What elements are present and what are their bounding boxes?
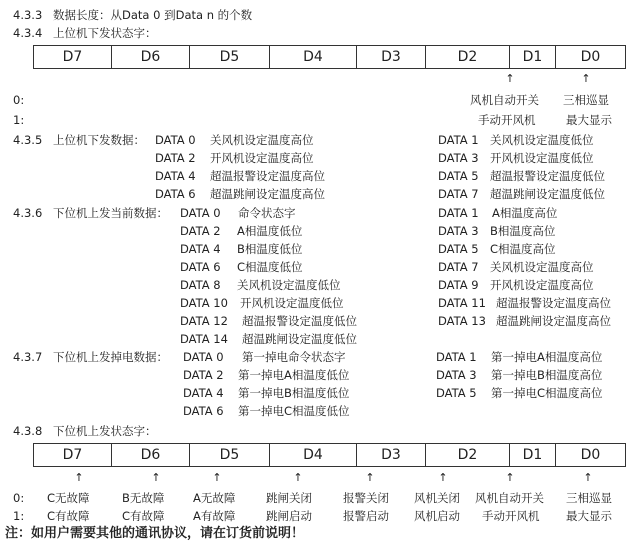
bit-d0-cell: D0 bbox=[556, 444, 626, 467]
upper-status-row1-label: 1: bbox=[13, 113, 25, 127]
data-desc: 第一掉电命令状态字 bbox=[242, 350, 346, 364]
data-desc: A相温度低位 bbox=[237, 224, 303, 238]
lower-d4-state0: 跳闸关闭 bbox=[266, 491, 312, 505]
section-438-title: 下位机上发状态字： bbox=[53, 424, 157, 438]
data-desc: 关风机设定温度高位 bbox=[490, 260, 594, 274]
data-desc: A相温度高位 bbox=[492, 206, 558, 220]
lower-d0-state1: 最大显示 bbox=[566, 509, 612, 523]
data-desc: 关风机设定温度低位 bbox=[237, 278, 341, 292]
data-key: DATA 3 bbox=[438, 151, 479, 165]
data-desc: 第一掉电C相温度高位 bbox=[491, 386, 603, 400]
section-435-title: 上位机下发数据： bbox=[53, 133, 145, 147]
lower-d6-state0: B无故障 bbox=[122, 491, 165, 505]
lower-d3-state0: 报警关闭 bbox=[343, 491, 389, 505]
data-desc: 关风机设定温度高位 bbox=[210, 133, 314, 147]
data-key: DATA 0 bbox=[183, 350, 224, 364]
bit-d4-cell: D4 bbox=[270, 46, 357, 69]
data-key: DATA 2 bbox=[155, 151, 196, 165]
data-key: DATA 3 bbox=[438, 224, 479, 238]
bit-d1-cell: D1 bbox=[510, 444, 556, 467]
bit-d7-cell: D7 bbox=[34, 444, 112, 467]
bit-d2-cell: D2 bbox=[426, 444, 510, 467]
data-key: DATA 13 bbox=[438, 314, 486, 328]
section-437-title: 下位机上发掉电数据： bbox=[53, 350, 168, 364]
data-key: DATA 0 bbox=[155, 133, 196, 147]
section-435-number: 4.3.5 bbox=[13, 133, 43, 147]
data-key: DATA 4 bbox=[183, 386, 224, 400]
lower-d3-arrow-icon: ↑ bbox=[365, 471, 375, 484]
data-key: DATA 6 bbox=[180, 260, 221, 274]
data-desc: 命令状态字 bbox=[238, 206, 296, 220]
data-desc: C相温度高位 bbox=[490, 242, 556, 256]
lower-d5-state1: A有故障 bbox=[193, 509, 236, 523]
data-key: DATA 5 bbox=[436, 386, 477, 400]
lower-d1-state1: 手动开风机 bbox=[482, 509, 540, 523]
data-key: DATA 9 bbox=[438, 278, 479, 292]
data-key: DATA 5 bbox=[438, 242, 479, 256]
lower-d2-state1: 风机启动 bbox=[414, 509, 460, 523]
lower-d7-arrow-icon: ↑ bbox=[74, 471, 84, 484]
data-key: DATA 10 bbox=[180, 296, 228, 310]
lower-status-row0-label: 0: bbox=[13, 491, 25, 505]
data-desc: 开风机设定温度低位 bbox=[490, 151, 594, 165]
bit-d2-cell: D2 bbox=[426, 46, 510, 69]
data-desc: 超温跳闸设定温度高位 bbox=[210, 187, 325, 201]
data-key: DATA 7 bbox=[438, 187, 479, 201]
data-key: DATA 5 bbox=[438, 169, 479, 183]
data-desc: 开风机设定温度高位 bbox=[490, 278, 594, 292]
data-desc: 超温跳闸设定温度低位 bbox=[490, 187, 605, 201]
data-desc: 开风机设定温度低位 bbox=[240, 296, 344, 310]
data-key: DATA 0 bbox=[180, 206, 221, 220]
data-desc: 开风机设定温度高位 bbox=[210, 151, 314, 165]
data-desc: 第一掉电A相温度低位 bbox=[238, 368, 350, 382]
data-desc: 第一掉电A相温度高位 bbox=[491, 350, 603, 364]
bit-d5-cell: D5 bbox=[190, 46, 270, 69]
data-desc: 超温报警设定温度高位 bbox=[210, 169, 325, 183]
upper-status-bits-row bbox=[34, 46, 626, 69]
data-desc: 超温跳闸设定温度高位 bbox=[496, 314, 611, 328]
upper-d1-arrow-icon: ↑ bbox=[505, 72, 515, 85]
data-key: DATA 6 bbox=[183, 404, 224, 418]
data-key: DATA 2 bbox=[183, 368, 224, 382]
upper-d0-state1: 最大显示 bbox=[566, 113, 612, 127]
section-438-number: 4.3.8 bbox=[13, 424, 43, 438]
bit-d6-cell: D6 bbox=[112, 444, 190, 467]
lower-d4-arrow-icon: ↑ bbox=[293, 471, 303, 484]
lower-status-row1-label: 1: bbox=[13, 509, 25, 523]
lower-d7-state0: C无故障 bbox=[47, 491, 90, 505]
data-key: DATA 1 bbox=[438, 206, 479, 220]
upper-d1-state0: 风机自动开关 bbox=[470, 93, 539, 107]
lower-d3-state1: 报警启动 bbox=[343, 509, 389, 523]
data-desc: 关风机设定温度低位 bbox=[490, 133, 594, 147]
data-key: DATA 4 bbox=[155, 169, 196, 183]
data-key: DATA 1 bbox=[436, 350, 477, 364]
lower-d6-state1: C有故障 bbox=[122, 509, 165, 523]
lower-d4-state1: 跳闸启动 bbox=[266, 509, 312, 523]
lower-status-bits-row bbox=[34, 444, 626, 467]
upper-d1-state1: 手动开风机 bbox=[478, 113, 536, 127]
data-key: DATA 1 bbox=[438, 133, 479, 147]
data-key: DATA 4 bbox=[180, 242, 221, 256]
data-desc: 超温报警设定温度低位 bbox=[242, 314, 357, 328]
data-desc: C相温度低位 bbox=[237, 260, 303, 274]
lower-d0-state0: 三相巡显 bbox=[566, 491, 612, 505]
bit-d5-cell: D5 bbox=[190, 444, 270, 467]
lower-status-word-table bbox=[33, 443, 626, 467]
lower-d1-arrow-icon: ↑ bbox=[505, 471, 515, 484]
section-433-text: 数据长度：从Data 0 到Data n 的个数 bbox=[53, 8, 253, 22]
section-434-title: 上位机下发状态字： bbox=[53, 26, 157, 40]
data-key: DATA 3 bbox=[436, 368, 477, 382]
lower-d1-state0: 风机自动开关 bbox=[475, 491, 544, 505]
bit-d1-cell: D1 bbox=[510, 46, 556, 69]
lower-d6-arrow-icon: ↑ bbox=[151, 471, 161, 484]
data-desc: B相温度低位 bbox=[237, 242, 303, 256]
bit-d3-cell: D3 bbox=[357, 444, 426, 467]
data-desc: 超温报警设定温度低位 bbox=[490, 169, 605, 183]
upper-status-word-table bbox=[33, 45, 626, 69]
data-desc: 超温报警设定温度高位 bbox=[496, 296, 611, 310]
lower-d5-arrow-icon: ↑ bbox=[212, 471, 222, 484]
upper-status-row0-label: 0: bbox=[13, 93, 25, 107]
data-desc: 第一掉电B相温度高位 bbox=[491, 368, 603, 382]
data-desc: 第一掉电C相温度低位 bbox=[238, 404, 350, 418]
section-437-number: 4.3.7 bbox=[13, 350, 43, 364]
lower-d0-arrow-icon: ↑ bbox=[583, 471, 593, 484]
lower-d5-state0: A无故障 bbox=[193, 491, 236, 505]
data-key: DATA 2 bbox=[180, 224, 221, 238]
lower-d7-state1: C有故障 bbox=[47, 509, 90, 523]
order-note: 注：如用户需要其他的通讯协议，请在订货前说明！ bbox=[5, 526, 305, 541]
section-436-title: 下位机上发当前数据： bbox=[53, 206, 168, 220]
section-436-number: 4.3.6 bbox=[13, 206, 43, 220]
data-key: DATA 12 bbox=[180, 314, 228, 328]
lower-d2-state0: 风机关闭 bbox=[414, 491, 460, 505]
bit-d7-cell: D7 bbox=[34, 46, 112, 69]
data-key: DATA 8 bbox=[180, 278, 221, 292]
bit-d4-cell: D4 bbox=[270, 444, 357, 467]
bit-d6-cell: D6 bbox=[112, 46, 190, 69]
bit-d0-cell: D0 bbox=[556, 46, 626, 69]
section-434-number: 4.3.4 bbox=[13, 26, 43, 40]
lower-d2-arrow-icon: ↑ bbox=[438, 471, 448, 484]
bit-d3-cell: D3 bbox=[357, 46, 426, 69]
data-desc: 第一掉电B相温度低位 bbox=[238, 386, 350, 400]
data-key: DATA 6 bbox=[155, 187, 196, 201]
data-key: DATA 11 bbox=[438, 296, 486, 310]
data-desc: B相温度高位 bbox=[490, 224, 556, 238]
section-433-number: 4.3.3 bbox=[13, 8, 43, 22]
upper-d0-state0: 三相巡显 bbox=[563, 93, 609, 107]
data-desc: 超温跳闸设定温度低位 bbox=[242, 332, 357, 346]
upper-d0-arrow-icon: ↑ bbox=[581, 72, 591, 85]
data-key: DATA 14 bbox=[180, 332, 228, 346]
data-key: DATA 7 bbox=[438, 260, 479, 274]
